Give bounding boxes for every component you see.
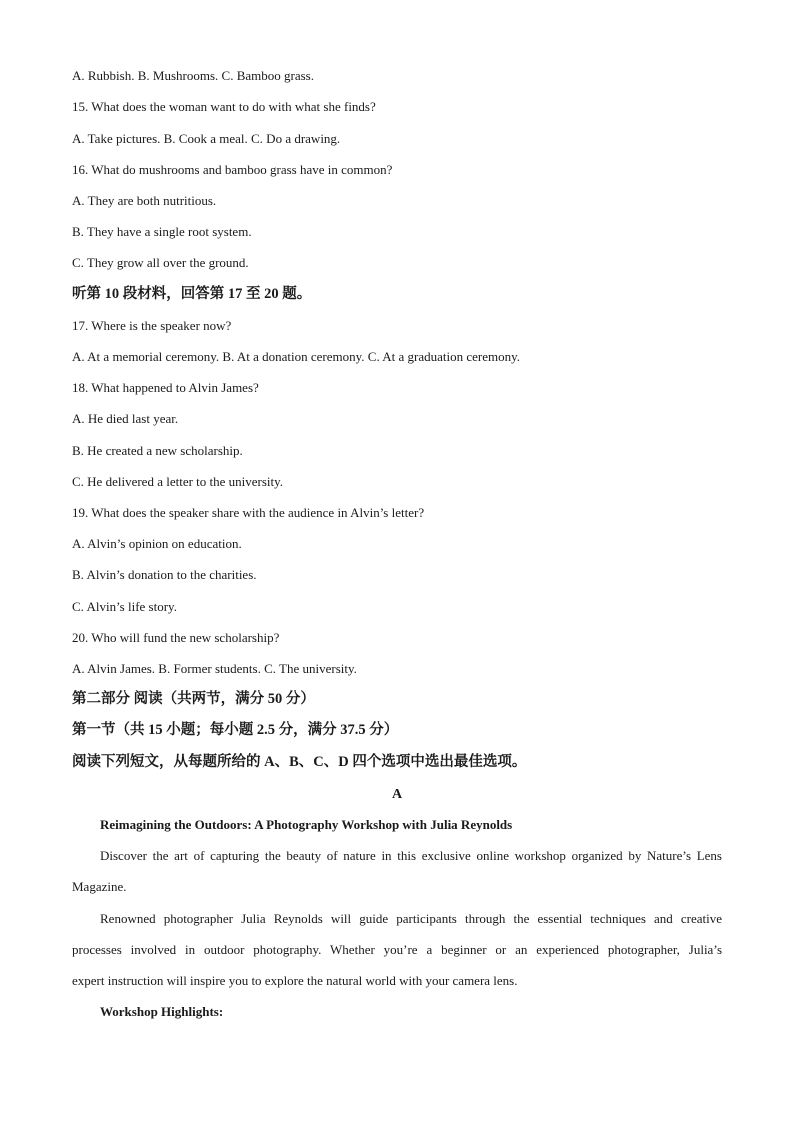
question-15: 15. What does the woman want to do with what she finds? — [72, 99, 376, 114]
question-20: 20. Who will fund the new scholarship? — [72, 630, 280, 645]
passage-title: Reimagining the Outdoors: A Photography Workshop with Julia Reynolds — [100, 817, 513, 832]
part-2-heading: 第二部分 阅读（共两节，满分 50 分） — [72, 691, 315, 707]
question-18: 18. What happened to Alvin James? — [72, 380, 259, 395]
q18-option-b: B. He created a new scholarship. — [72, 443, 243, 458]
q20-options: A. Alvin James. B. Former students. C. The university. — [72, 661, 357, 676]
q18-option-a: A. He died last year. — [72, 411, 179, 426]
paragraph-1-line-2: Magazine. — [72, 879, 127, 894]
reading-instructions: 阅读下列短文，从每题所给的 A、B、C、D 四个选项中选出最佳选项。 — [72, 754, 527, 770]
q16-option-b: B. They have a single root system. — [72, 224, 252, 239]
q16-option-a: A. They are both nutritious. — [72, 193, 217, 208]
q19-option-b: B. Alvin’s donation to the charities. — [72, 567, 257, 582]
q18-option-c: C. He delivered a letter to the university. — [72, 474, 284, 489]
passage-letter: A — [391, 787, 403, 802]
paragraph-2-line-1: Renowned photographer Julia Reynolds will guide participants through the essential techniques and creative — [100, 911, 722, 926]
paragraph-2-line-3: expert instruction will inspire you to explore the natural world with your camera lens. — [72, 973, 518, 988]
paragraph-1-line-1: Discover the art of capturing the beauty of nature in this exclusive online workshop organized by Nature’s Lens — [100, 848, 722, 863]
section-1-heading: 第一节（共 15 小题；每小题 2.5 分，满分 37.5 分） — [72, 722, 399, 738]
workshop-highlights-heading: Workshop Highlights: — [100, 1004, 224, 1019]
q16-option-c: C. They grow all over the ground. — [72, 255, 249, 270]
question-17: 17. Where is the speaker now? — [72, 318, 232, 333]
section-10-heading: 听第 10 段材料，回答第 17 至 20 题。 — [72, 286, 312, 302]
q15-options: A. Take pictures. B. Cook a meal. C. Do a drawing. — [72, 131, 341, 146]
q14-options: A. Rubbish. B. Mushrooms. C. Bamboo grass. — [72, 68, 314, 83]
q19-option-c: C. Alvin’s life story. — [72, 599, 177, 614]
paragraph-2-line-2: processes involved in outdoor photography. Whether you’re a beginner or an experienced photographer, Julia’s — [72, 942, 722, 957]
question-16: 16. What do mushrooms and bamboo grass have in common? — [72, 162, 393, 177]
question-19: 19. What does the speaker share with the audience in Alvin’s letter? — [72, 505, 425, 520]
q19-option-a: A. Alvin’s opinion on education. — [72, 536, 242, 551]
q17-options: A. At a memorial ceremony. B. At a donation ceremony. C. At a graduation ceremony. — [72, 349, 521, 364]
